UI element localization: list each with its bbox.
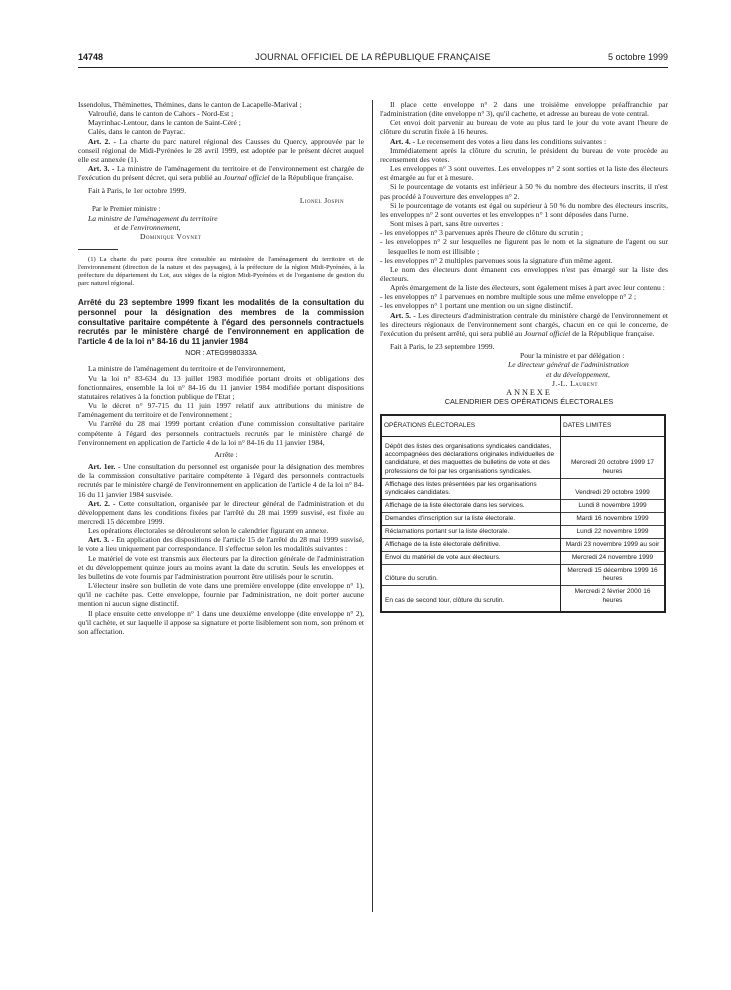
table-row bbox=[381, 539, 665, 552]
table-row bbox=[381, 526, 665, 539]
deadline-cell: Mercredi 20 octobre 1999 17 heures bbox=[561, 437, 666, 478]
footnote: (1) La charte du parc pourra être consultée au ministère de l'aménagement du territoire et de l'environnement (direction de la nature et des paysages), à la préfecture de la région Midi-Pyrénées, à la préfecture du département du Lot, aux sièges de la région Midi-Pyrénées et de l'organisme de gestion du parc naturel régional. bbox=[78, 256, 364, 288]
article-text: Une consultation du personnel est organisée pour la désignation des membres de la commission consultative paritaire compétente à l'égard des personnels contractuels recrutés par le ministère chargé de l'environnement en application de l'article 4 de la loi n° 84-16 du 11 janvier 1984 susvisée. bbox=[78, 462, 364, 499]
deadline-cell: Mercredi 24 novembre 1999 bbox=[561, 552, 666, 565]
minister-title bbox=[78, 214, 364, 223]
page-header bbox=[78, 52, 668, 68]
annexe-heading: ANNEXE bbox=[506, 387, 552, 397]
delegation-line: Pour la ministre et par délégation : bbox=[520, 351, 625, 361]
operation-cell: Affichage de la liste électorale définitive. bbox=[381, 539, 561, 552]
column-header: DATES LIMITES bbox=[561, 415, 666, 437]
list-item: - les enveloppes n° 1 portant une mention ou un signe distinctif. bbox=[380, 301, 573, 311]
operation-cell: Affichage de la liste électorale dans les services. bbox=[381, 499, 561, 512]
table-row bbox=[381, 478, 665, 499]
director-title-line: et du développement, bbox=[546, 369, 610, 379]
visa-line: Vu l'arrêté du 28 mai 1999 portant création d'une commission consultative paritaire compétente à l'égard des personnels contractuels recrutés par le ministère chargé de l'environnement en application de l'article 4 de la loi n° 84-16 du 11 janvier 1984, bbox=[78, 419, 364, 447]
article-text: Cette consultation, organisée par le directeur général de l'administration et du développement dans les conditions fixées par l'arrêté du 28 mai 1999 susvisé, est fixée au mercredi 15 décembre 1999. bbox=[78, 498, 364, 526]
journal-reference: Journal officiel bbox=[524, 328, 571, 338]
article-paragraph: Les opérations électorales se dérouleront selon le calendrier figurant en annexe. bbox=[88, 526, 329, 536]
article-3 bbox=[78, 535, 364, 553]
article-paragraph: Il place cette enveloppe n° 2 dans une troisième enveloppe préaffranchie par l'administration (dite enveloppe n° 3), qu'il cachette, et adresse au bureau de vote central. bbox=[380, 100, 668, 119]
operation-cell: Réclamations portant sur la liste électorale. bbox=[381, 526, 561, 539]
article-paragraph: Après émargement de la liste des électeurs, sont également mises à part avec leur contenu : bbox=[390, 283, 665, 293]
right-column bbox=[380, 100, 668, 613]
operation-cell: Dépôt des listes des organisations syndicales candidates, accompagnées des déclarations originales individuelles de candidature, et des maquettes de bulletins de vote et des professions de foi par les organisations syndicales. bbox=[381, 437, 561, 478]
article-paragraph: Il place ensuite cette enveloppe n° 1 dans une deuxième enveloppe (dite enveloppe n° 2), qu'il cachète, et sur laquelle il appose sa signature et porte lisiblement son nom, son prénom et son affectation. bbox=[78, 608, 364, 636]
article-paragraph: Les enveloppes n° 3 sont ouvertes. Les enveloppes n° 2 sont sorties et la liste des électeurs est émargée au fur et à mesure. bbox=[380, 164, 668, 183]
article-text: Le recensement des votes a lieu dans les conditions suivantes : bbox=[415, 136, 607, 146]
article-label: Art. 2. - bbox=[88, 498, 116, 508]
minister-title bbox=[78, 223, 364, 232]
article-paragraph: Cet envoi doit parvenir au bureau de vote au plus tard le jour du vote avant l'heure de clôture du scrutin fixée à 16 heures. bbox=[380, 118, 668, 137]
article-text: La ministre de l'aménagement du territoire et de l'environnement est chargée de l'exécution du présent décret, qui sera publié au bbox=[78, 164, 364, 183]
list-item: - les enveloppes n° 3 parvenues après l'heure de clôture du scrutin ; bbox=[380, 228, 584, 238]
director-title bbox=[380, 370, 668, 379]
article-label: Art. 3. - bbox=[88, 535, 114, 545]
commune-line: Valroufié, dans le canton de Cahors - Nord-Est ; bbox=[88, 109, 234, 119]
article-1 bbox=[78, 462, 364, 499]
deadline-cell: Lundi 22 novembre 1999 bbox=[561, 526, 666, 539]
table-row bbox=[381, 512, 665, 525]
calendar-title: CALENDRIER DES OPÉRATIONS ÉLECTORALES bbox=[444, 397, 614, 406]
article-label: Art. 3. - bbox=[88, 164, 115, 174]
director-name: J.-L. Laurent bbox=[552, 378, 598, 388]
footnote-rule bbox=[78, 249, 118, 250]
minister-name: Dominique Voynet bbox=[140, 232, 202, 242]
commune-line: Mayrinhac-Lentour, dans le canton de Saint-Céré ; bbox=[88, 118, 241, 128]
operation-cell: Envoi du matériel de vote aux électeurs. bbox=[381, 552, 561, 565]
article-label: Art. 4. - bbox=[390, 136, 416, 146]
deadline-cell: Lundi 8 novembre 1999 bbox=[561, 499, 666, 512]
deadline-cell: Mardi 16 novembre 1999 bbox=[561, 512, 666, 525]
article-2-decree bbox=[78, 137, 364, 164]
operation-cell: Demandes d'inscription sur la liste électorale. bbox=[381, 512, 561, 525]
list-item: - les enveloppes n° 1 parvenues en nombre multiple sous une même enveloppe n° 2 ; bbox=[380, 292, 637, 302]
minister-title-line: et de l'environnement, bbox=[114, 223, 181, 233]
journal-reference: Journal officiel bbox=[223, 173, 270, 183]
article-text: de la République française. bbox=[570, 328, 655, 338]
article-paragraph: Immédiatement après la clôture du scrutin, le président du bureau de vote procède au recensement des votes. bbox=[380, 145, 668, 164]
article-paragraph: Le nom des électeurs dont émanent ces enveloppes n'est pas émargé sur la liste des électeurs. bbox=[380, 264, 668, 283]
signer-name: Lionel Jospin bbox=[299, 195, 344, 205]
signer-intro: Par le Premier ministre : bbox=[92, 204, 161, 213]
operation-cell: Clôture du scrutin. bbox=[381, 565, 561, 586]
table-header-row bbox=[381, 415, 665, 437]
left-column bbox=[78, 100, 364, 636]
article-label: Art. 5. - bbox=[390, 310, 416, 320]
deadline-cell: Mardi 23 novembre 1999 au soir bbox=[561, 539, 666, 552]
arrete-heading: Arrête : bbox=[214, 449, 238, 459]
article-paragraph: L'électeur insère son bulletin de vote dans une première enveloppe (dite enveloppe n° 1), qu'il ne cachète pas. Cette enveloppe, fournie par l'administration, ne doit porter aucune mention ni aucun signe distinctif. bbox=[78, 581, 364, 609]
article-paragraph: Le matériel de vote est transmis aux électeurs par la direction générale de l'administration et du développement quinze jours au moins avant la date du scrutin. Seuls les enveloppes et les bulletins de vote fournis par l'administration pourront être utilisés pour le scrutin. bbox=[78, 553, 364, 581]
article-paragraph: Sont mises à part, sans être ouvertes : bbox=[390, 219, 504, 229]
table-row bbox=[381, 437, 665, 478]
article-paragraph: Si le pourcentage de votants est inférieur à 50 % du nombre des électeurs inscrits, il n'est pas procédé à l'ouverture des enveloppes n° 2. bbox=[380, 182, 668, 201]
table-row bbox=[381, 586, 665, 612]
operation-cell: En cas de second tour, clôture du scrutin. bbox=[381, 586, 561, 612]
deadline-cell: Mercredi 15 décembre 1999 16 heures bbox=[561, 565, 666, 586]
minister-title-line: La ministre de l'aménagement du territoire bbox=[88, 213, 218, 223]
operation-cell: Affichage des listes présentées par les organisations syndicales candidates. bbox=[381, 478, 561, 499]
commune-line: Calès, dans le canton de Payrac. bbox=[88, 127, 186, 137]
issue-date: 5 octobre 1999 bbox=[607, 52, 668, 62]
table-row bbox=[381, 565, 665, 586]
visa-line: Vu la loi n° 83-634 du 13 juillet 1983 modifiée portant droits et obligations des fonctionnaires, ensemble la loi n° 84-16 du 11 janvier 1984 modifiée portant dispositions statutaires relatives à la fonction publique de l'Etat ; bbox=[78, 373, 364, 401]
page-number: 14748 bbox=[78, 52, 104, 62]
article-text: Les directeurs d'administration centrale du ministère chargé de l'environnement et les directeurs régionaux de l'environnement sont chargés, chacun en ce qui le concerne, de l'exécution du présent arrêté, qui sera publié au bbox=[380, 310, 668, 338]
article-label: Art. 2. - bbox=[88, 136, 117, 146]
deadline-cell: Vendredi 29 octobre 1999 bbox=[561, 478, 666, 499]
arrete-title: Arrêté du 23 septembre 1999 fixant les modalités de la consultation du personnel pour la désignation des membres de la commission consultative paritaire compétente à l'égard des personnels contractuels recrutés par le ministère chargé de l'environnement en application de l'article 4 de la loi n° 84-16 du 11 janvier 1984 bbox=[78, 298, 364, 346]
visa-line: Vu le décret n° 97-715 du 11 juin 1997 relatif aux attributions du ministre de l'aménagement du territoire et de l'environnement ; bbox=[78, 401, 364, 420]
calendar-table bbox=[380, 414, 666, 613]
article-text: La charte du parc naturel régional des Causses du Quercy, approuvée par le conseil régional de Midi-Pyrénées le 28 avril 1999, est adoptée par le présent décret auquel elle est annexée (1). bbox=[78, 136, 364, 164]
article-text: En application des dispositions de l'article 15 de l'arrêté du 28 mai 1999 susvisé, le vote a lieu uniquement par correspondance. Il s'effectue selon les modalités suivantes : bbox=[78, 535, 364, 554]
list-item: - les enveloppes n° 2 multiples parvenues sous la signature d'un même agent. bbox=[380, 255, 613, 265]
article-text: de la République française. bbox=[269, 173, 354, 183]
article-2 bbox=[78, 499, 364, 526]
commune-line: Issendolus, Théminettes, Thémines, dans le canton de Lacapelle-Marival ; bbox=[78, 100, 302, 109]
article-label: Art. 1er. - bbox=[88, 462, 121, 472]
nor-reference: NOR : ATEG9980333A bbox=[185, 350, 257, 358]
director-title-line: Le directeur général de l'administration bbox=[508, 360, 629, 370]
deadline-cell: Mercredi 2 février 2000 16 heures bbox=[561, 586, 666, 612]
list-item: - les enveloppes n° 2 sur lesquelles ne figurent pas le nom et la signature de l'agent ou sur lesquelles le nom est illisible ; bbox=[380, 237, 668, 256]
visa-line: La ministre de l'aménagement du territoire et de l'environnement, bbox=[88, 364, 286, 374]
table-row bbox=[381, 552, 665, 565]
article-3-decree bbox=[78, 164, 364, 182]
table-row bbox=[381, 499, 665, 512]
article-paragraph: Si le pourcentage de votants est égal ou supérieur à 50 % du nombre des électeurs inscrits, les enveloppes n° 2 sont ouvertes et les enveloppes n° 1 sont déposées dans l'urne. bbox=[380, 200, 668, 219]
signature-date: Fait à Paris, le 1er octobre 1999. bbox=[88, 186, 187, 196]
column-divider bbox=[372, 100, 373, 912]
signature-date: Fait à Paris, le 23 septembre 1999. bbox=[390, 342, 495, 352]
article-4 bbox=[380, 137, 668, 146]
article-5 bbox=[380, 311, 668, 338]
column-header: OPÉRATIONS ÉLECTORALES bbox=[381, 415, 561, 437]
journal-title: JOURNAL OFFICIEL DE LA RÉPUBLIQUE FRANÇAISE bbox=[255, 52, 491, 62]
director-title bbox=[380, 360, 668, 369]
header-rule bbox=[78, 67, 668, 68]
